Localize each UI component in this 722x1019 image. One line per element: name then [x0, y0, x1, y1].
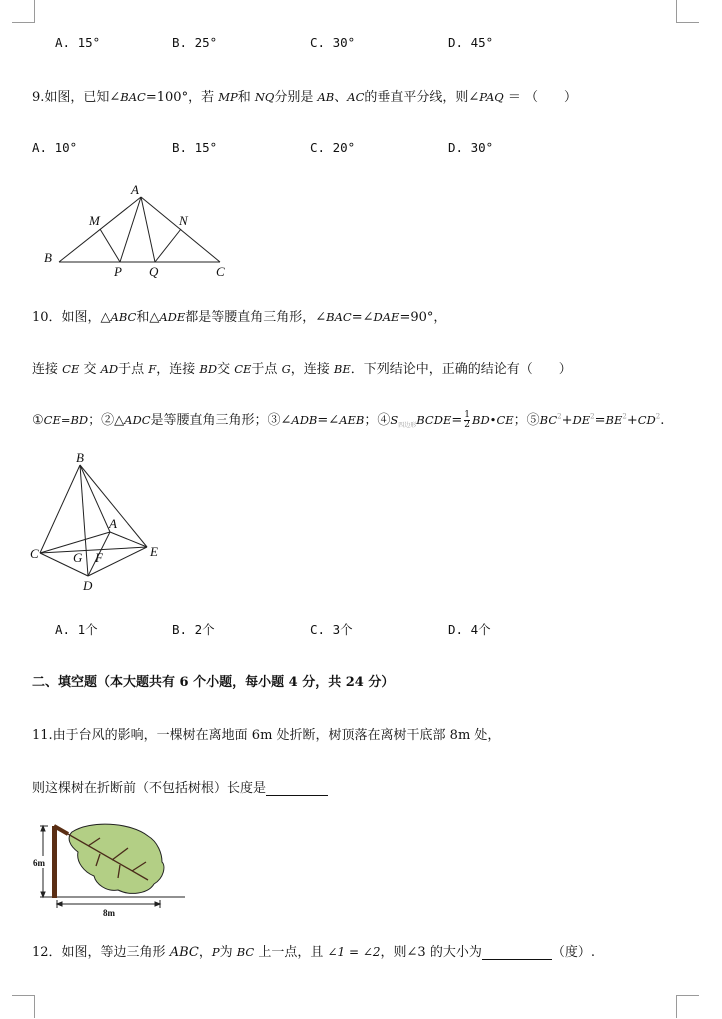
q10-statements: ①CE=BD；②△ADC是等腰直角三角形；③∠ADB=∠AEB；$④S_{四边形}BCDE=$ $\frac{1}{2}$ BD•CE；$⑤BC^2+DE^2=BE^2+CD^2$.: [32, 410, 665, 430]
q10-label-c: C: [30, 546, 39, 561]
q11-broken-tree-figure: [30, 818, 190, 918]
q9-label-n: N: [179, 213, 188, 228]
corner-mark-bottom-left: [12, 995, 35, 1018]
q9-option-c: C. 20°: [310, 140, 356, 155]
q9-label-c: C: [216, 264, 225, 279]
q10-label-g: G: [73, 550, 83, 565]
q9-label-m: M: [89, 213, 100, 228]
q12-question: 12．如图，等边三角形 ABC，P为 BC 上一点，且 ∠1 = ∠2，则∠3 的大小为 （度）.: [32, 945, 595, 960]
q11-width-label: 8m: [103, 908, 115, 918]
q10-question-line1: 10．如图，△ABC和△ADE都是等腰直角三角形，∠BAC=∠DAE=90°，: [32, 310, 447, 325]
q9-label-b: B: [44, 250, 52, 265]
q9-option-d: D. 30°: [448, 140, 494, 155]
section-heading: 二、填空题（本大题共有 6 个小题，每小题 4 分，共 24 分）: [32, 675, 395, 690]
corner-mark-bottom-right: [676, 995, 699, 1018]
q8-option-a: A. 15°: [55, 35, 101, 50]
q10-triangles-figure: [30, 450, 170, 595]
q10-option-a: A. 1个: [55, 622, 98, 637]
q10-label-a: A: [109, 516, 117, 531]
q10-label-b: B: [76, 450, 84, 465]
q10-option-d: D. 4个: [448, 622, 491, 637]
corner-mark-top-right: [676, 0, 699, 23]
q9-label-q: Q: [149, 264, 159, 279]
q10-label-e: E: [150, 544, 158, 559]
q10-label-f: F: [95, 550, 103, 565]
q9-label-a: A: [131, 182, 139, 197]
q10-question-line2: 连接 CE 交 AD于点 F，连接 BD交 CE于点 G，连接 BE．下列结论中，正确的结论有（ ）: [32, 362, 572, 377]
q8-option-d: D. 45°: [448, 35, 494, 50]
q11-height-label: 6m: [33, 858, 45, 868]
q11-answer-blank[interactable]: [266, 781, 328, 796]
q9-triangle-figure: [38, 180, 238, 280]
q9-question: 9.如图，已知∠BAC=100°，若 MP和 NQ分别是 AB、AC的垂直平分线，则∠PAQ ＝ （ ）: [32, 90, 577, 105]
q11-question-line1: 11.由于台风的影响，一棵树在离地面 6m 处折断，树顶落在离树干底部 8m 处，: [32, 728, 501, 743]
q8-option-b: B. 25°: [172, 35, 218, 50]
q12-answer-blank[interactable]: [482, 945, 552, 960]
q9-option-b: B. 15°: [172, 140, 218, 155]
q10-label-d: D: [83, 578, 93, 593]
q10-option-b: B. 2个: [172, 622, 215, 637]
q9-option-a: A. 10°: [32, 140, 78, 155]
q10-option-c: C. 3个: [310, 622, 353, 637]
q8-option-c: C. 30°: [310, 35, 356, 50]
fraction-one-half: $\frac{1}{2}$: [464, 410, 470, 430]
corner-mark-top-left: [12, 0, 35, 23]
q11-question-line2: 则这棵树在折断前（不包括树根）长度是: [32, 777, 328, 796]
q9-label-p: P: [114, 264, 122, 279]
